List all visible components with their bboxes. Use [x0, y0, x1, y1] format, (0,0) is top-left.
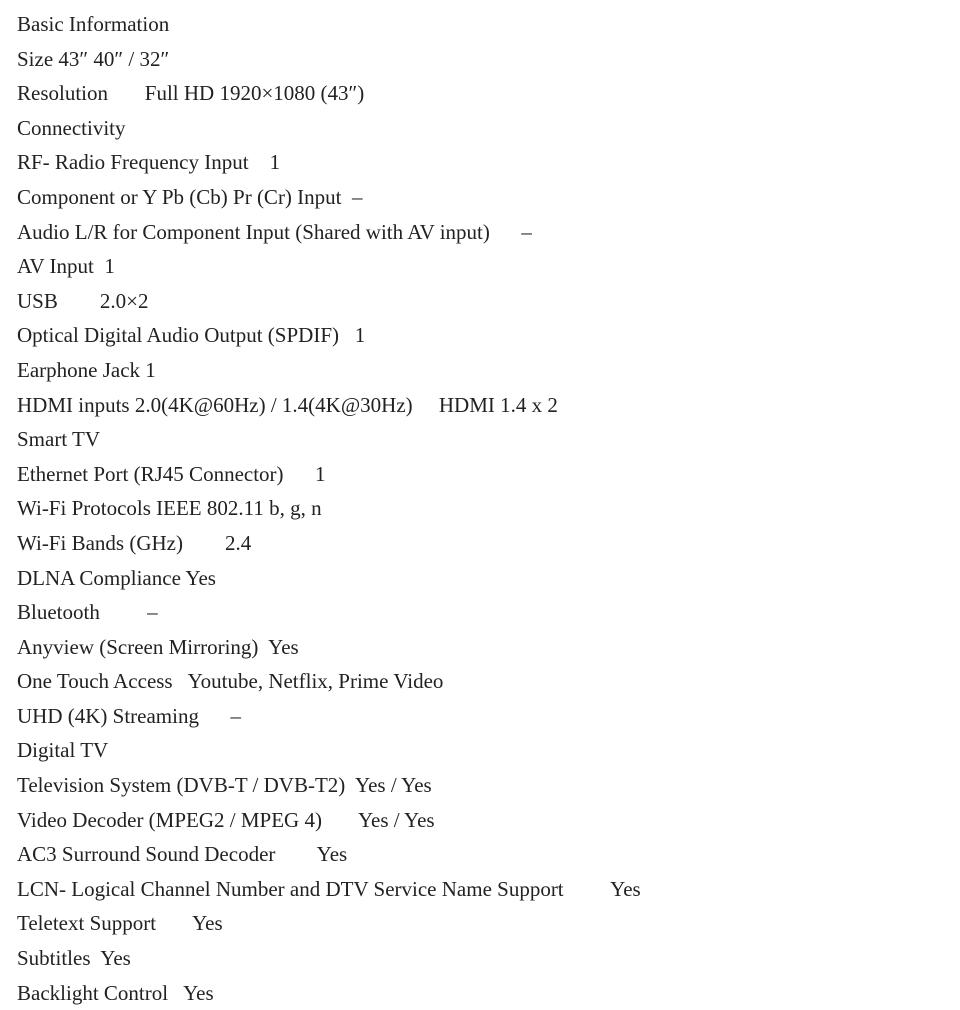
spec-row	[17, 457, 641, 492]
section-heading	[17, 733, 641, 768]
spec-value: –	[147, 600, 158, 625]
spec-row	[17, 803, 641, 838]
spec-value: 2.4	[224, 530, 252, 555]
spec-row	[17, 976, 641, 1010]
spec-label: Optical Digital Audio Output (SPDIF)	[17, 323, 339, 348]
spec-label: DLNA Compliance	[17, 565, 181, 590]
spec-row	[17, 145, 641, 180]
spec-value: Yes	[100, 946, 131, 971]
spec-value: 1	[269, 150, 281, 175]
spec-label: Video Decoder (MPEG2 / MPEG 4)	[17, 807, 322, 832]
spec-value: 1	[104, 254, 115, 279]
spec-label: Component or Y Pb (Cb) Pr (Cr) Input	[17, 184, 342, 209]
spec-label: Television System (DVB-T / DVB-T2)	[17, 773, 346, 798]
spec-label: Teletext Support	[17, 911, 157, 936]
spec-spacer	[91, 946, 101, 970]
spec-value: 1	[315, 461, 326, 486]
spec-label: Size	[17, 46, 54, 71]
spec-label: Ethernet Port (RJ45 Connector)	[17, 461, 284, 486]
spec-value: –	[230, 703, 241, 728]
spec-row	[17, 491, 641, 526]
spec-label: LCN- Logical Channel Number and DTV Service Name Support	[17, 876, 564, 901]
section-heading	[17, 7, 641, 42]
spec-list	[17, 7, 641, 1010]
spec-label: USB	[17, 288, 58, 313]
spec-row	[17, 664, 641, 699]
spec-row	[17, 353, 641, 388]
spec-row	[17, 526, 641, 561]
spec-row	[17, 906, 641, 941]
spec-label: Subtitles	[17, 946, 91, 971]
spec-row	[17, 42, 641, 77]
spec-spacer	[183, 531, 225, 555]
spec-value: –	[352, 184, 363, 209]
spec-row	[17, 180, 641, 215]
spec-row	[17, 388, 641, 423]
spec-spacer	[249, 150, 270, 174]
spec-row	[17, 941, 641, 976]
spec-value: Youtube, Netflix, Prime Video	[187, 669, 444, 694]
spec-label: RF- Radio Frequency Input	[17, 150, 249, 175]
spec-spacer	[168, 981, 183, 1005]
spec-label: HDMI inputs	[17, 392, 130, 417]
spec-label: Earphone Jack	[17, 357, 141, 382]
spec-spacer	[490, 220, 522, 244]
spec-spacer	[345, 773, 355, 797]
spec-value: Full HD 1920×1080 (43″)	[144, 81, 365, 106]
spec-value: 2.0(4K@60Hz) / 1.4(4K@30Hz) HDMI 1.4 x 2	[134, 392, 558, 417]
spec-value: IEEE 802.11 b, g, n	[156, 496, 322, 521]
spec-spacer	[94, 254, 105, 278]
spec-label: Wi-Fi Protocols	[17, 496, 151, 521]
spec-label: Wi-Fi Bands (GHz)	[17, 530, 183, 555]
spec-value: 2.0×2	[99, 288, 149, 313]
spec-value: Yes	[183, 980, 214, 1005]
spec-row	[17, 699, 641, 734]
spec-value: 43″ 40″ / 32″	[58, 46, 170, 71]
spec-spacer	[275, 842, 316, 866]
spec-spacer	[564, 877, 610, 901]
spec-spacer	[258, 635, 268, 659]
section-title: Smart TV	[17, 427, 101, 452]
spec-value: Yes	[316, 842, 348, 867]
spec-value: –	[521, 219, 532, 244]
spec-value: Yes	[185, 565, 216, 590]
spec-label: One Touch Access	[17, 669, 173, 694]
section-title: Connectivity	[17, 115, 126, 140]
section-title: Basic Information	[17, 12, 170, 36]
spec-value: Yes / Yes	[355, 773, 432, 798]
spec-row	[17, 630, 641, 665]
spec-row	[17, 872, 641, 907]
spec-row	[17, 284, 641, 319]
spec-row	[17, 215, 641, 250]
spec-label: Anyview (Screen Mirroring)	[17, 634, 259, 659]
spec-value: Yes	[192, 911, 223, 936]
section-heading	[17, 422, 641, 457]
spec-value: 1	[354, 323, 366, 348]
spec-spacer	[100, 600, 147, 624]
spec-label: Resolution	[17, 81, 109, 106]
section-title: Digital TV	[17, 738, 109, 763]
spec-spacer	[284, 462, 316, 486]
spec-label: Bluetooth	[17, 600, 100, 625]
spec-row	[17, 561, 641, 596]
spec-row	[17, 318, 641, 353]
spec-spacer	[156, 911, 192, 935]
spec-row	[17, 837, 641, 872]
spec-value: Yes	[610, 876, 641, 901]
spec-spacer	[58, 289, 100, 313]
spec-value: 1	[145, 357, 156, 382]
spec-label: AV Input	[17, 254, 94, 279]
spec-spacer	[199, 704, 231, 728]
spec-row	[17, 76, 641, 111]
spec-label: Backlight Control	[17, 980, 169, 1005]
spec-label: AC3 Surround Sound Decoder	[17, 842, 276, 867]
spec-value: Yes / Yes	[357, 807, 435, 832]
spec-label: UHD (4K) Streaming	[17, 703, 199, 728]
spec-spacer	[108, 81, 145, 105]
spec-spacer	[173, 669, 188, 693]
section-heading	[17, 111, 641, 146]
spec-row	[17, 595, 641, 630]
spec-row	[17, 249, 641, 284]
spec-row	[17, 768, 641, 803]
spec-spacer	[322, 808, 358, 832]
spec-spacer	[339, 323, 355, 347]
spec-label: Audio L/R for Component Input (Shared with AV input)	[17, 219, 490, 244]
spec-value: Yes	[268, 634, 299, 659]
spec-spacer	[342, 185, 353, 209]
